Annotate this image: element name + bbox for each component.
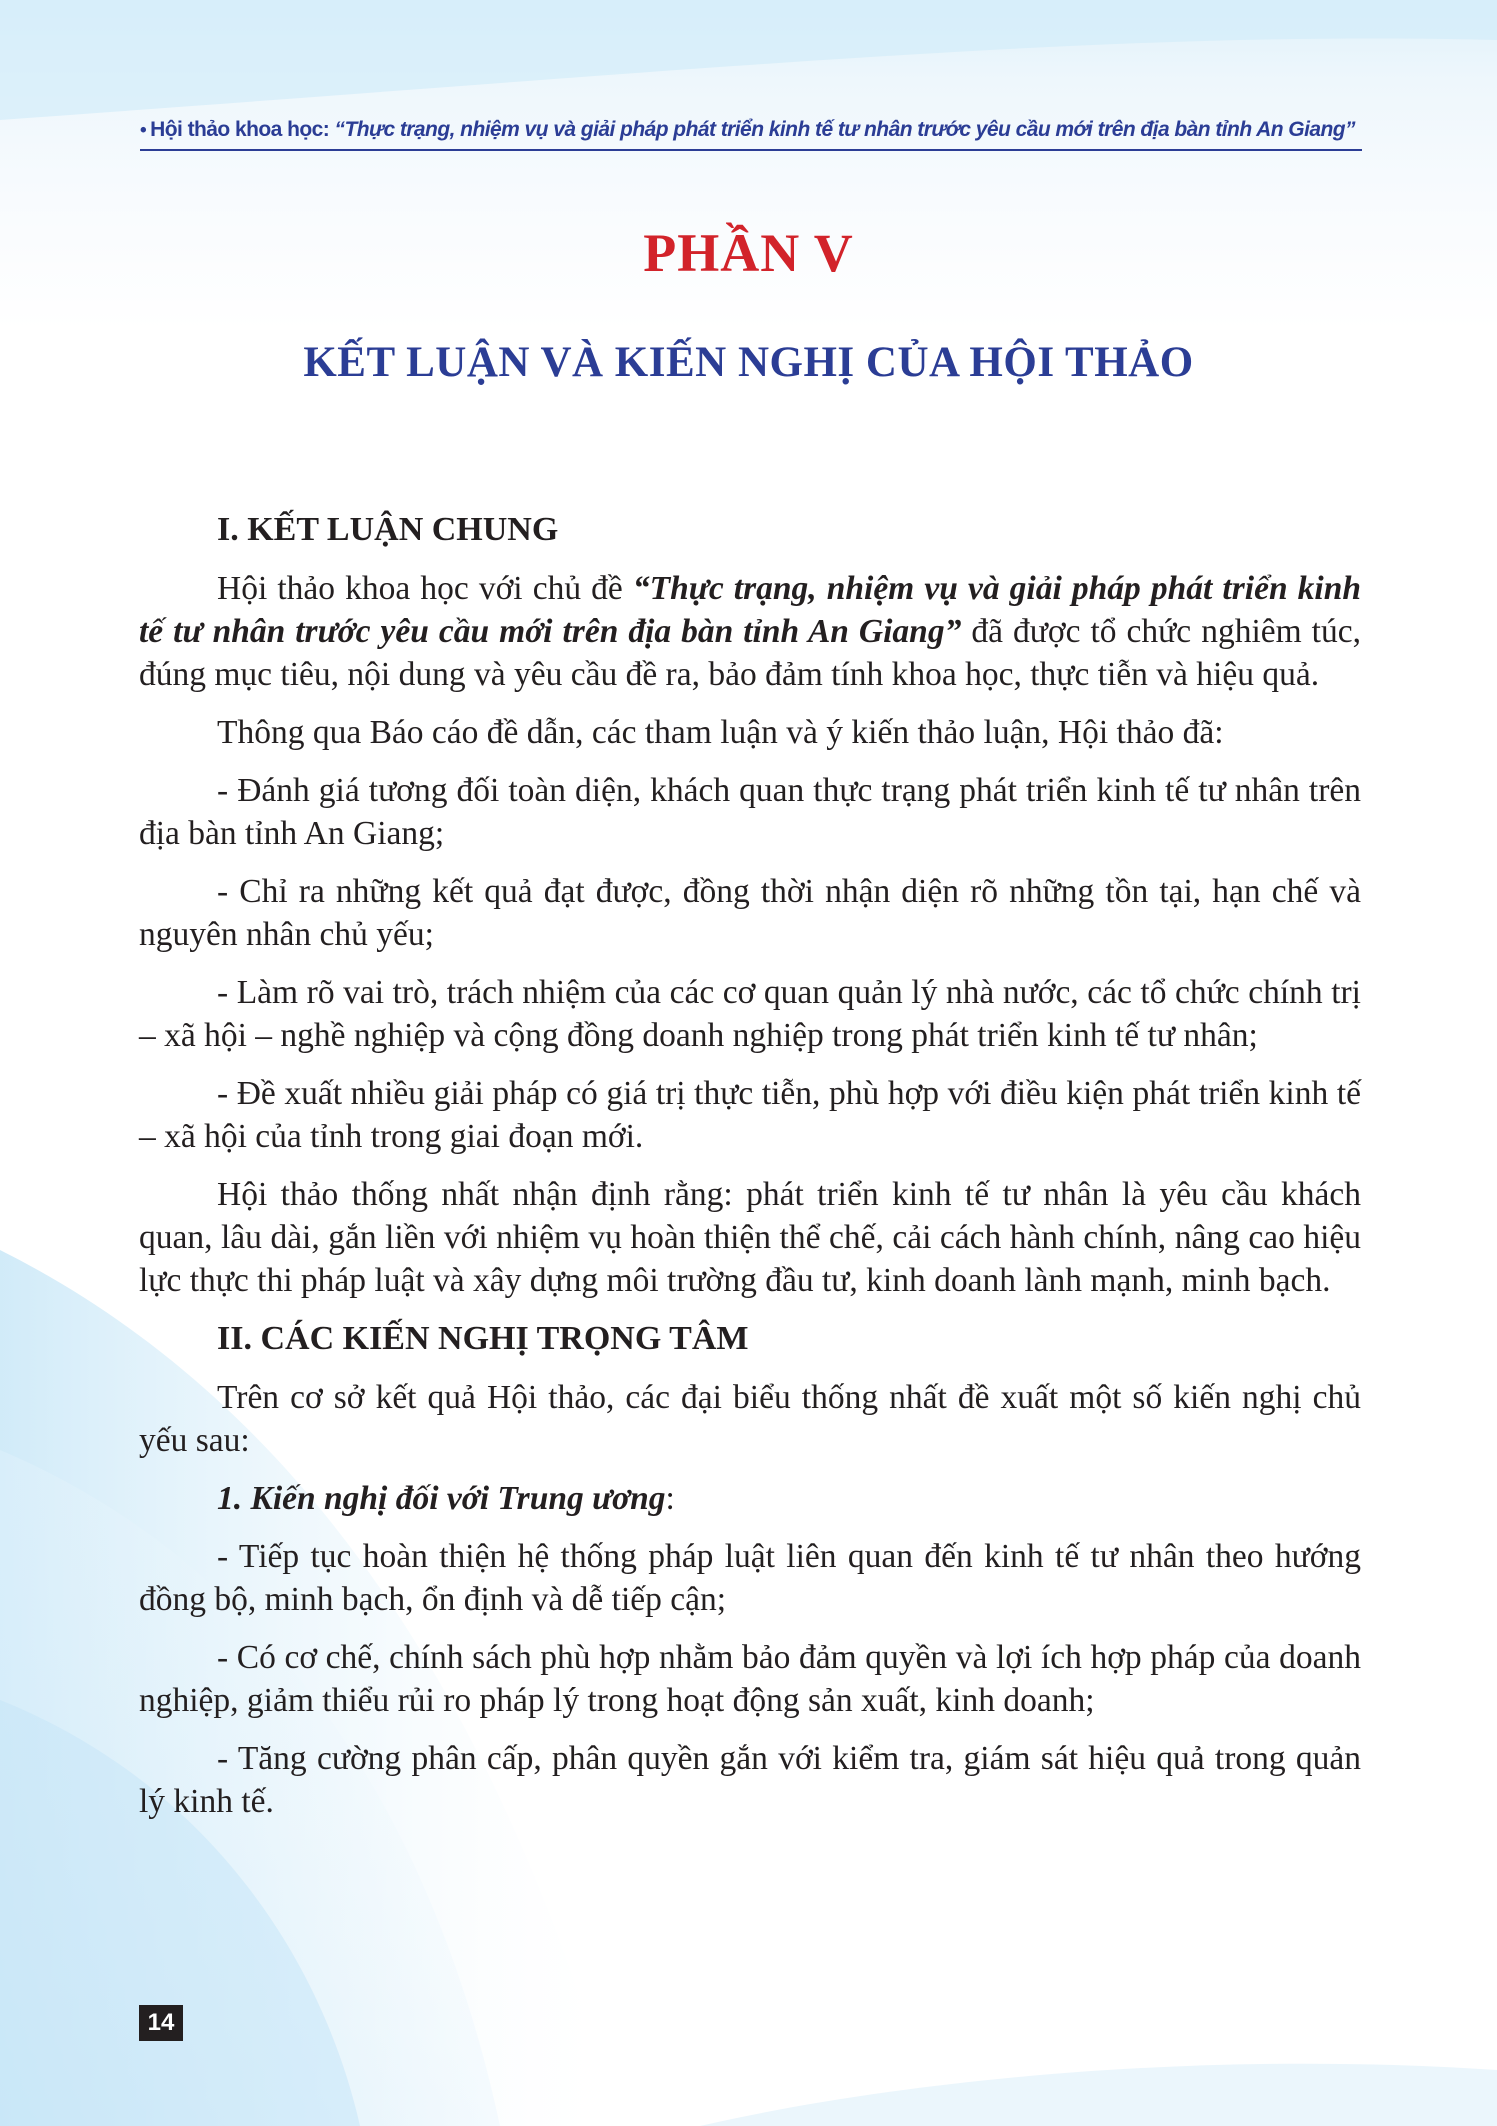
subsection-heading-text: 1. Kiến nghị đối với Trung ương [217, 1480, 666, 1517]
list-item: - Có cơ chế, chính sách phù hợp nhằm bảo đảm quyền và lợi ích hợp pháp của doanh nghiệp, giảm thiểu rủi ro pháp lý trong hoạt động sản xuất, kinh doanh; [139, 1639, 1361, 1719]
running-header [140, 118, 1362, 142]
list-item: - Đánh giá tương đối toàn diện, khách quan thực trạng phát triển kinh tế tư nhân trên địa bàn tỉnh An Giang; [139, 772, 1361, 852]
list-item: - Tăng cường phân cấp, phân quyền gắn với kiểm tra, giám sát hiệu quả trong quản lý kinh tế. [139, 1740, 1361, 1820]
part-subtitle: KẾT LUẬN VÀ KIẾN NGHỊ CỦA HỘI THẢO [303, 339, 1194, 386]
header-rule [140, 149, 1362, 151]
paragraph-section2-intro: Trên cơ sở kết quả Hội thảo, các đại biểu thống nhất đề xuất một số kiến nghị chủ yếu sau: [139, 1379, 1361, 1459]
section-heading-2: II. CÁC KIẾN NGHỊ TRỌNG TÂM [217, 1320, 749, 1357]
list-item: - Đề xuất nhiều giải pháp có giá trị thực tiễn, phù hợp với điều kiện phát triển kinh tế – xã hội của tỉnh trong giai đoạn mới. [139, 1075, 1361, 1155]
subsection-heading-1 [139, 1477, 1361, 1520]
list-item: - Chỉ ra những kết quả đạt được, đồng thời nhận diện rõ những tồn tại, hạn chế và nguyên nhân chủ yếu; [139, 873, 1361, 953]
header-bullet: • [140, 120, 147, 141]
header-prefix: Hội thảo khoa học: [150, 118, 335, 141]
paragraph-lead: Thông qua Báo cáo đề dẫn, các tham luận và ý kiến thảo luận, Hội thảo đã: [217, 714, 1224, 751]
list-item: - Tiếp tục hoàn thiện hệ thống pháp luật liên quan đến kinh tế tư nhân theo hướng đồng bộ, minh bạch, ổn định và dễ tiếp cận; [139, 1538, 1361, 1618]
intro-before: Hội thảo khoa học với chủ đề [217, 570, 633, 607]
part-title: PHẦN V [643, 223, 854, 283]
list-item: - Làm rõ vai trò, trách nhiệm của các cơ quan quản lý nhà nước, các tổ chức chính trị – xã hội – nghề nghiệp và cộng đồng doanh nghiệp trong phát triển kinh tế tư nhân; [139, 974, 1361, 1054]
intro-emphasis: “Thực trạng, nhiệm vụ và giải pháp phát triển kinh tế tư nhân trước yêu cầu mới trên địa bàn tỉnh An Giang” [139, 570, 1361, 650]
page-number: 14 [139, 2005, 183, 2041]
intro-after: đã được tổ chức nghiêm túc, đúng mục tiêu, nội dung và yêu cầu đề ra, bảo đảm tính khoa học, thực tiễn và hiệu quả. [139, 613, 1361, 693]
body-text [139, 508, 1361, 1838]
paragraph-conclusion: Hội thảo thống nhất nhận định rằng: phát triển kinh tế tư nhân là yêu cầu khách quan, lâu dài, gắn liền với nhiệm vụ hoàn thiện thể chế, cải cách hành chính, nâng cao hiệu lực thực thi pháp luật và xây dựng môi trường đầu tư, kinh doanh lành mạnh, minh bạch. [139, 1176, 1361, 1299]
subsection-heading-colon: : [665, 1480, 675, 1517]
header-quote: “Thực trạng, nhiệm vụ và giải pháp phát triển kinh tế tư nhân trước yêu cầu mới trên địa bàn tỉnh An Giang” [334, 118, 1355, 141]
paragraph-intro [139, 567, 1361, 696]
section-heading-1: I. KẾT LUẬN CHUNG [217, 511, 559, 548]
